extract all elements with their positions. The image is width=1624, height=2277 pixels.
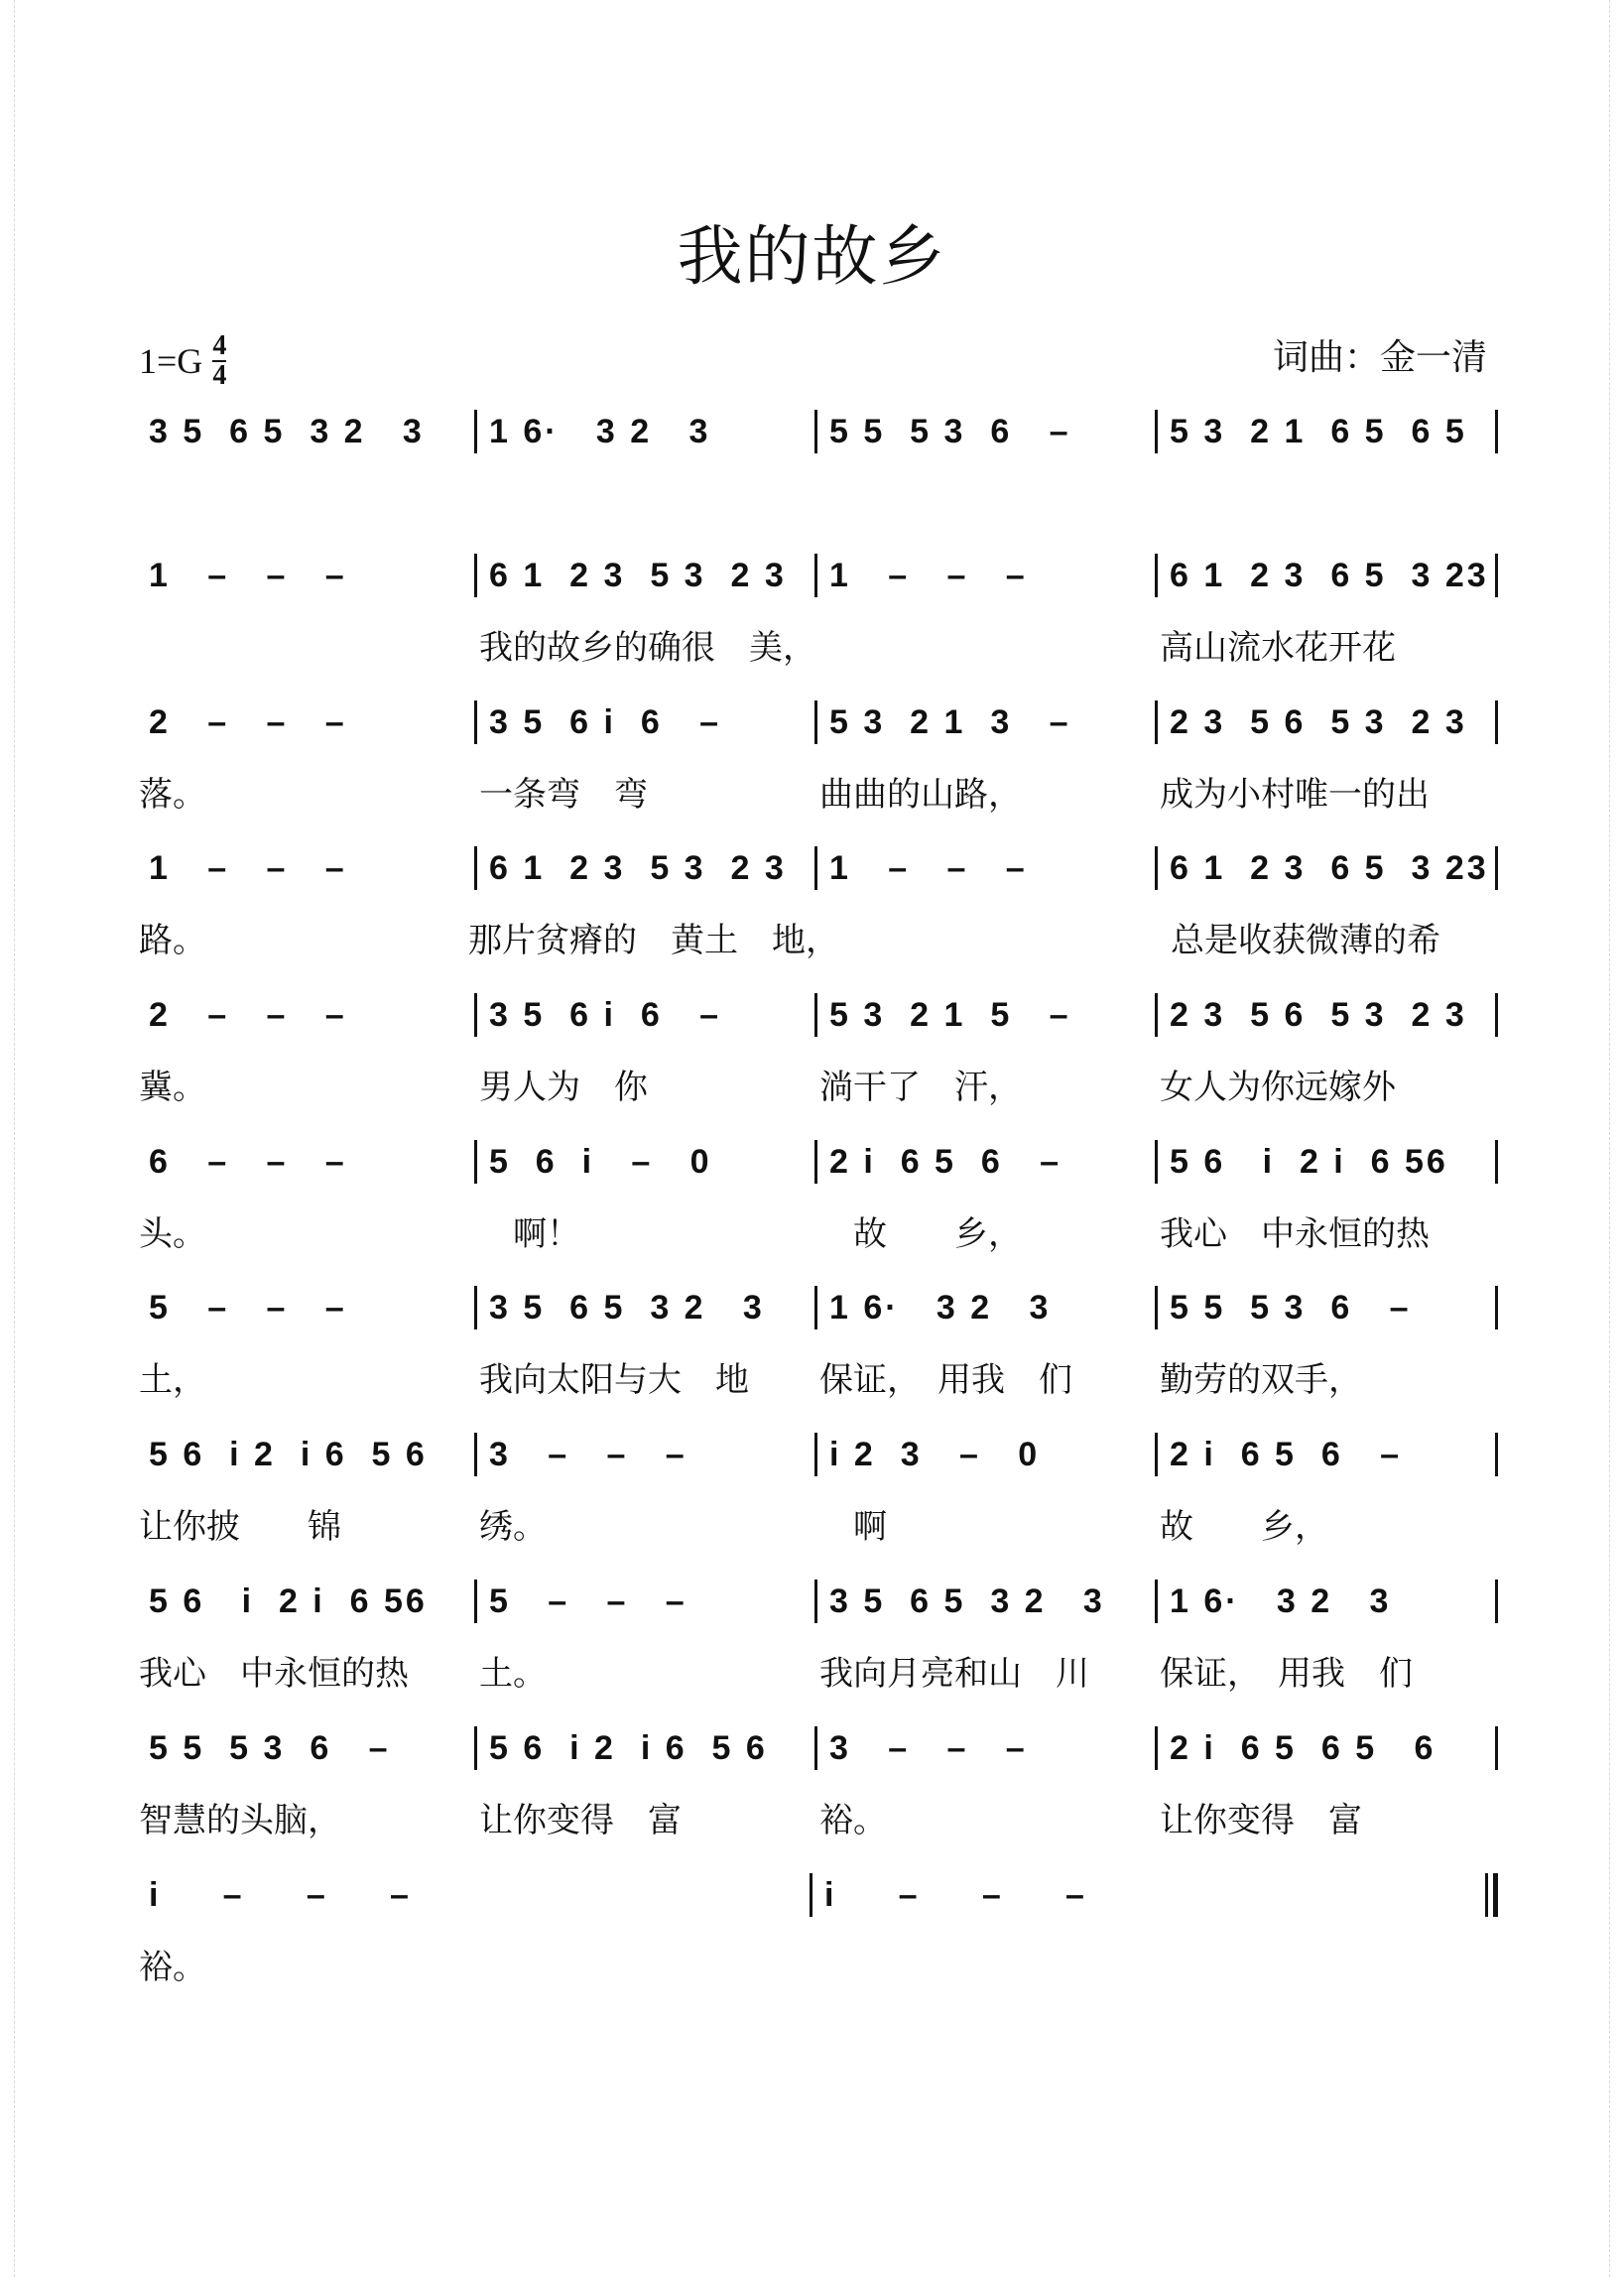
lyric-segment: 我心 中永恒的热: [139, 1654, 409, 1694]
measure: 5 – – –: [149, 1288, 347, 1327]
measure: 3 5 6 i 6 –: [489, 702, 722, 741]
measure: 1 – – –: [829, 556, 1028, 594]
barline: [1495, 1286, 1498, 1329]
lyric-segment: 土。: [479, 1654, 547, 1694]
measure: 5 6 i 2 i 6 56: [149, 1581, 428, 1620]
lyric-line: [137, 1646, 1498, 1692]
lyric-segment: [839, 913, 1169, 958]
lyric-segment: 女人为你远嫁外: [1160, 1068, 1396, 1107]
lyric-segment: 高山流水花开花: [1160, 628, 1396, 668]
lyric-segment: 路。: [139, 921, 206, 960]
notation-line: [137, 697, 1498, 747]
lyric-segment: 淌干了 汗，: [819, 1068, 1022, 1107]
measure: 3 – – –: [489, 1435, 687, 1473]
measure: 1 6· 3 2 3: [489, 412, 711, 450]
measure: 6 1 2 3 6 5 3 23: [1170, 848, 1489, 887]
lyric-segment: 啊！: [479, 1214, 580, 1254]
notation-line: [137, 1137, 1498, 1187]
lyric-segment: 裕。: [819, 1801, 887, 1840]
measure: 5 3 2 1 5 –: [829, 995, 1071, 1034]
notation-line: [137, 551, 1498, 600]
barline: [1495, 846, 1498, 890]
notation-line: [137, 1430, 1498, 1479]
lyric-line: [137, 1206, 1498, 1252]
time-signature-top: 4: [212, 330, 227, 361]
lyric-segment: [817, 1940, 1498, 1985]
measure: 2 3 5 6 5 3 2 3: [1170, 702, 1467, 741]
lyric-segment: 智慧的头脑，: [139, 1801, 341, 1840]
barline: [1495, 554, 1498, 597]
measure: 1 – – –: [149, 556, 347, 594]
lyric-line: [137, 1499, 1498, 1545]
time-signature: [212, 332, 226, 390]
lyric-segment: 那片贫瘠的 黄土 地，: [468, 921, 839, 960]
measure: 6 1 2 3 5 3 2 3: [489, 848, 787, 887]
notation-line: [137, 1723, 1498, 1773]
measure: 6 1 2 3 5 3 2 3: [489, 556, 787, 594]
lyric-segment: [137, 620, 477, 666]
measure: 5 5 5 3 6 –: [149, 1728, 391, 1767]
lyric-line: [137, 767, 1498, 813]
barline: [1495, 1580, 1498, 1623]
lyric-segment: 让你变得 富: [479, 1801, 682, 1840]
measure: 2 i 6 5 6 5 6: [1170, 1728, 1437, 1767]
lyric-line: [137, 1060, 1498, 1105]
notation-line: [137, 407, 1498, 456]
lyric-line: [137, 1940, 1498, 1985]
measure: 5 6 i 2 i 6 56: [1170, 1142, 1448, 1181]
measure: i 2 3 – 0: [829, 1435, 1041, 1473]
barline: [1495, 700, 1498, 744]
lyric-segment: [1158, 476, 1498, 522]
lyric-segment: 冀。: [139, 1068, 206, 1107]
measure: 3 5 6 5 3 2 3: [489, 1288, 765, 1327]
measure: 6 1 2 3 6 5 3 23: [1170, 556, 1489, 594]
lyric-segment: [137, 476, 477, 522]
measure: 5 3 2 1 6 5 6 5: [1170, 412, 1467, 450]
measure: i – – –: [824, 1875, 1087, 1914]
measure: 5 6 i – 0: [489, 1142, 712, 1181]
measure: 3 – – –: [829, 1728, 1028, 1767]
lyric-segment: 啊: [819, 1507, 887, 1547]
time-signature-bottom: 4: [212, 360, 227, 391]
right-margin-strip: [1609, 0, 1624, 2277]
key-signature: [139, 332, 226, 390]
lyric-segment: 绣。: [479, 1507, 547, 1547]
final-barline: [1485, 1873, 1498, 1917]
lyric-segment: 故 乡，: [819, 1214, 1022, 1254]
measure: 2 – – –: [149, 702, 347, 741]
left-margin-strip: [0, 0, 15, 2277]
lyric-line: [137, 913, 1498, 958]
lyric-segment: 裕。: [139, 1948, 206, 1987]
lyric-segment: 让你披 锦: [139, 1507, 341, 1547]
measure: 2 – – –: [149, 995, 347, 1034]
measure: 5 6 i 2 i 6 5 6: [489, 1728, 768, 1767]
notation-line: [137, 843, 1498, 893]
barline: [1495, 993, 1498, 1037]
measure: 2 3 5 6 5 3 2 3: [1170, 995, 1467, 1034]
lyric-segment: 故 乡，: [1160, 1507, 1328, 1547]
lyric-segment: 我向月亮和山 川: [819, 1654, 1089, 1694]
measure: 5 6 i 2 i 6 5 6: [149, 1435, 428, 1473]
lyric-line: [137, 620, 1498, 666]
lyric-segment: 让你变得 富: [1160, 1801, 1362, 1840]
composer-credit: 词曲：金一清: [1272, 337, 1487, 378]
lyric-line: [137, 1793, 1498, 1838]
measure: 2 i 6 5 6 –: [829, 1142, 1062, 1181]
lyric-segment: 我心 中永恒的热: [1160, 1214, 1430, 1254]
measure: 3 5 6 5 3 2 3: [829, 1581, 1105, 1620]
lyric-line: [137, 476, 1498, 522]
barline: [1495, 1433, 1498, 1476]
key-label: 1=G: [139, 341, 203, 381]
barline: [1495, 1140, 1498, 1184]
lyric-segment: 落。: [139, 775, 206, 815]
measure: 5 5 5 3 6 –: [1170, 1288, 1412, 1327]
song-title: 我的故乡: [677, 218, 947, 295]
measure: i – – –: [149, 1875, 412, 1914]
lyric-segment: [817, 620, 1158, 666]
lyric-line: [137, 1352, 1498, 1398]
barline: [1495, 1726, 1498, 1770]
measure: 6 – – –: [149, 1142, 347, 1181]
measure: 3 5 6 i 6 –: [489, 995, 722, 1034]
lyric-segment: 保证， 用我 们: [819, 1360, 1072, 1400]
lyric-segment: 土，: [139, 1360, 206, 1400]
lyric-segment: 我的故乡的确很 美，: [479, 628, 816, 668]
lyric-segment: 一条弯 弯: [479, 775, 648, 815]
lyric-segment: 总是收获微薄的希: [1171, 921, 1440, 960]
lyric-segment: 勤劳的双手，: [1160, 1360, 1362, 1400]
notation-line: [137, 1283, 1498, 1332]
measure: 1 – – –: [829, 848, 1028, 887]
measure: 3 5 6 5 3 2 3: [149, 412, 425, 450]
measure: 2 i 6 5 6 –: [1170, 1435, 1403, 1473]
measure: 1 – – –: [149, 848, 347, 887]
notation-line: [137, 1870, 1498, 1920]
measure: 1 6· 3 2 3: [1170, 1581, 1392, 1620]
notation-line: [137, 1577, 1498, 1626]
lyric-segment: 保证， 用我 们: [1160, 1654, 1413, 1694]
lyric-segment: 男人为 你: [479, 1068, 648, 1107]
lyric-segment: [477, 476, 817, 522]
barline: [1495, 410, 1498, 453]
lyric-segment: 头。: [139, 1214, 206, 1254]
lyric-segment: 成为小村唯一的出: [1160, 775, 1430, 815]
measure: 5 3 2 1 3 –: [829, 702, 1071, 741]
lyric-segment: 我向太阳与大 地: [479, 1360, 749, 1400]
measure: 1 6· 3 2 3: [829, 1288, 1052, 1327]
lyric-segment: [817, 476, 1158, 522]
measure: 5 – – –: [489, 1581, 687, 1620]
lyric-segment: 曲曲的山路，: [819, 775, 1022, 815]
notation-line: [137, 990, 1498, 1040]
measure: 5 5 5 3 6 –: [829, 412, 1071, 450]
